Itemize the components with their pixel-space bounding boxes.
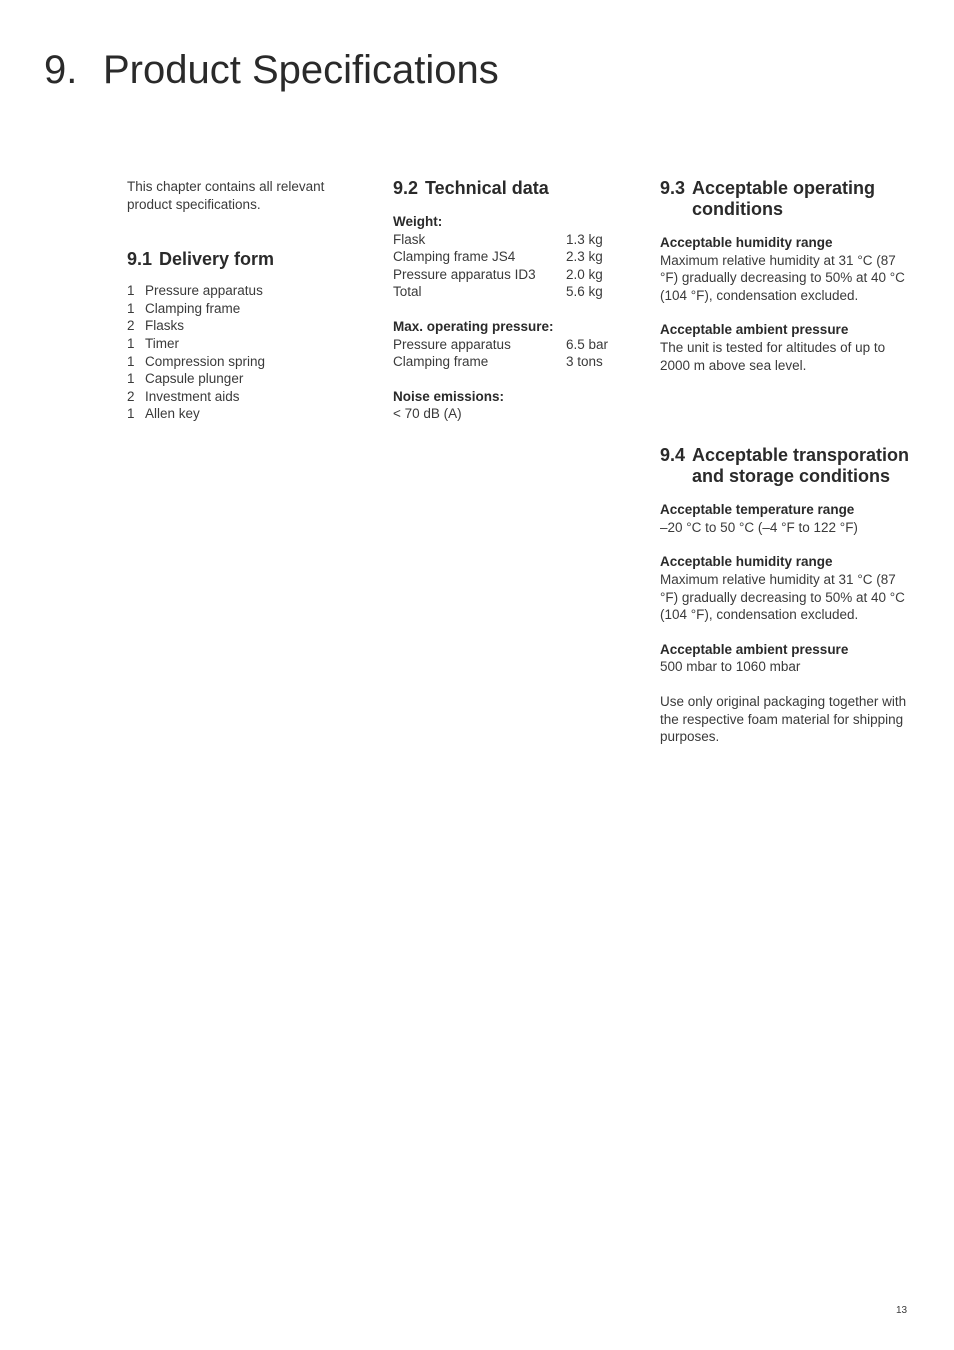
transport-heading (660, 445, 915, 487)
transport-heading-line2: and storage conditions (692, 466, 891, 487)
list-item (127, 335, 357, 353)
table-row (393, 336, 633, 354)
transport-heading-text (692, 445, 915, 487)
operating-humidity-text: Maximum relative humidity at 31 °C (87 °F) gradually decreasing to 50% at 40 °C (104 °F), condensation excluded. (660, 252, 905, 303)
operating-heading-number: 9.3 (660, 178, 686, 198)
operating-heading-line2: conditions (692, 199, 783, 219)
row-name: Flask (393, 231, 426, 247)
transport-humidity-text: Maximum relative humidity at 31 °C (87 °F) gradually decreasing to 50% at 40 °C (104 °F), condensation excluded. (660, 571, 905, 623)
row-value: 5.6 kg (566, 284, 603, 300)
table-row (393, 266, 633, 284)
column-right (660, 178, 915, 746)
delivery-heading-number: 9.1 (127, 249, 153, 270)
transport-temperature-label: Acceptable temperature range (660, 502, 855, 518)
item-qty: 1 (127, 353, 135, 369)
delivery-list (127, 282, 357, 423)
item-qty: 1 (127, 283, 135, 299)
technical-heading-number: 9.2 (393, 178, 419, 198)
item-qty: 1 (127, 406, 135, 422)
item-name: Flasks (145, 318, 185, 334)
row-name: Clamping frame JS4 (393, 249, 516, 265)
operating-pressure-text: The unit is tested for altitudes of up to 2000 m above sea level. (660, 339, 886, 373)
column-left (127, 178, 357, 423)
operating-pressure-label: Acceptable ambient pressure (660, 322, 849, 338)
delivery-heading (127, 249, 357, 270)
operating-heading-text (692, 178, 915, 220)
item-qty: 2 (127, 318, 135, 334)
operating-heading-line1: Acceptable operating (692, 178, 876, 198)
item-name: Allen key (145, 406, 200, 422)
item-name: Clamping frame (145, 300, 241, 316)
table-row (393, 231, 633, 249)
list-item (127, 300, 357, 318)
item-qty: 1 (127, 335, 135, 351)
transport-heading-line1: Acceptable transporation (692, 445, 910, 466)
transport-heading-number: 9.4 (660, 445, 686, 466)
operating-heading (660, 178, 915, 220)
row-value: 6.5 bar (566, 336, 609, 352)
row-value: 2.3 kg (566, 249, 603, 265)
row-value: 2.0 kg (566, 266, 603, 282)
pressure-label: Max. operating pressure: (393, 318, 554, 334)
item-qty: 1 (127, 371, 135, 387)
transport-humidity-label: Acceptable humidity range (660, 554, 833, 570)
item-name: Capsule plunger (145, 371, 244, 387)
technical-heading-text: Technical data (425, 178, 549, 198)
operating-humidity-label: Acceptable humidity range (660, 235, 833, 250)
intro-text: This chapter contains all relevant product specifications. (127, 179, 325, 212)
item-name: Timer (145, 335, 179, 351)
list-item (127, 282, 357, 300)
row-name: Pressure apparatus (393, 336, 511, 352)
transport-pressure-label: Acceptable ambient pressure (660, 641, 849, 657)
list-item (127, 317, 357, 335)
item-qty: 2 (127, 388, 135, 404)
list-item (127, 405, 357, 423)
technical-heading (393, 178, 633, 199)
column-middle (393, 178, 633, 423)
row-value: 1.3 kg (566, 231, 603, 247)
noise-label: Noise emissions: (393, 388, 505, 404)
chapter-title: Product Specifications (103, 48, 499, 92)
list-item (127, 353, 357, 371)
row-name: Clamping frame (393, 354, 489, 370)
transport-pressure-text: 500 mbar to 1060 mbar (660, 659, 801, 675)
noise-value: < 70 dB (A) (393, 406, 462, 422)
table-row (393, 248, 633, 266)
item-name: Investment aids (145, 388, 240, 404)
list-item (127, 370, 357, 388)
weight-table (393, 231, 633, 301)
list-item (127, 388, 357, 406)
row-value: 3 tons (566, 354, 603, 370)
page-title (44, 44, 499, 96)
row-name: Total (393, 284, 422, 300)
row-name: Pressure apparatus ID3 (393, 266, 536, 282)
delivery-heading-text: Delivery form (159, 249, 275, 270)
table-row (393, 283, 633, 301)
item-name: Pressure apparatus (145, 283, 263, 299)
transport-temperature-text: –20 °C to 50 °C (–4 °F to 122 °F) (660, 519, 858, 535)
item-qty: 1 (127, 300, 135, 316)
weight-label: Weight: (393, 214, 443, 229)
pressure-table (393, 336, 633, 371)
table-row (393, 353, 633, 371)
chapter-number: 9. (44, 48, 78, 92)
item-name: Compression spring (145, 353, 266, 369)
packaging-note: Use only original packaging together with the respective foam material for shipping purposes. (660, 693, 907, 745)
page-number: 13 (896, 1305, 908, 1316)
